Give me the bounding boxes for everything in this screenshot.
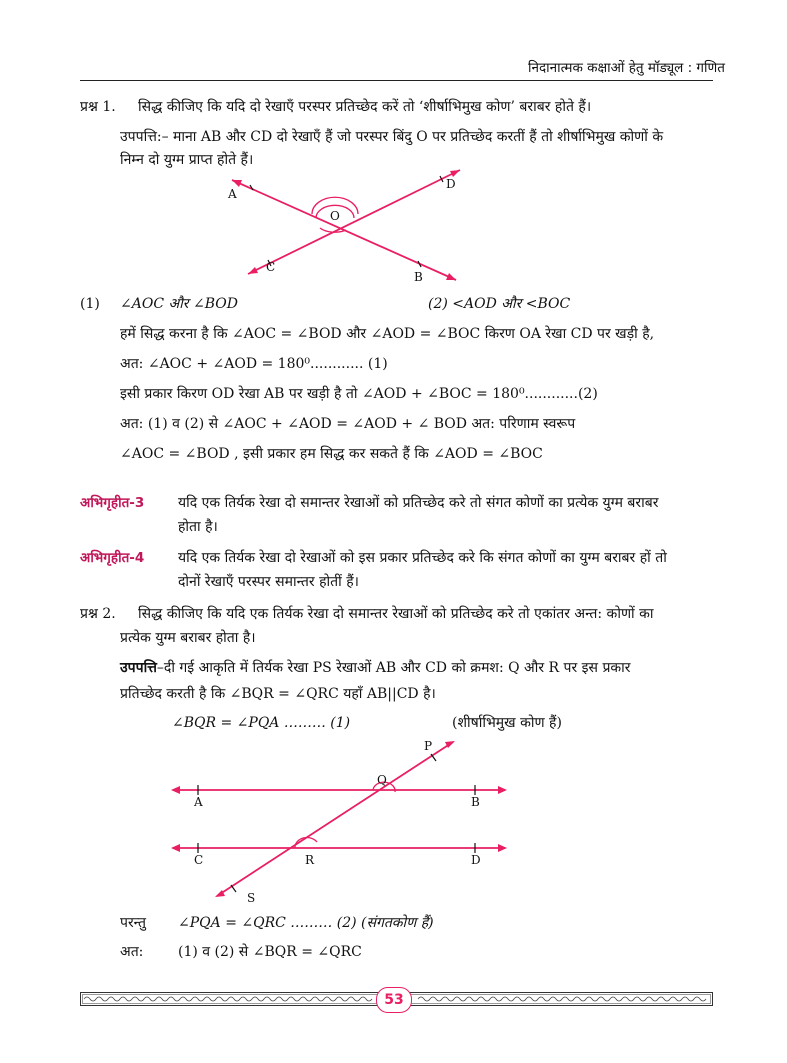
arrowhead-cd-left	[171, 844, 180, 852]
label-q: Q	[377, 773, 387, 787]
proof-heading: उपपत्ति	[120, 660, 157, 676]
equation-2: ∠PQA = ∠QRC ……… (2) (संगतकोण हैं)	[178, 915, 434, 931]
label-b: B	[414, 270, 423, 284]
label-o: O	[330, 209, 340, 223]
arrowhead-b	[446, 273, 456, 280]
equation-1: ∠BQR = ∠PQA ……… (1)	[172, 715, 351, 731]
page-header: निदानात्मक कक्षाओं हेतु मॉड्यूल : गणित	[527, 60, 725, 76]
question-2-proof-line2: प्रतिच्छेद करती है कि ∠BQR = ∠QRC यहाँ AB||CD है।	[120, 686, 436, 702]
label-c: C	[266, 260, 276, 274]
question-1-text: सिद्ध कीजिए कि यदि दो रेखाएँ परस्पर प्रतिच्छेद करें तो ‘शीर्षाभिमुख कोण’ बराबर होते हैं।	[138, 99, 592, 115]
question-1-label: प्रश्न 1.	[80, 99, 116, 115]
postulate-3-line1: यदि एक तिर्यक रेखा दो समान्तर रेखाओं को प्रतिच्छेद करे तो संगत कोणों का प्रत्येक युग्म बराबर	[178, 495, 659, 511]
question-2-line1: सिद्ध कीजिए कि यदि एक तिर्यक रेखा दो समान्तर रेखाओं को प्रतिच्छेद करे तो एकांतर अन्त: कोणों का	[138, 606, 654, 622]
postulate-3-line2: होता है।	[178, 519, 218, 535]
arrowhead-ab-left	[171, 786, 180, 794]
header-rule	[80, 80, 713, 81]
proof-step-1: हमें सिद्ध करना है कि ∠AOC = ∠BOD और ∠AOD = ∠BOC किरण OA रेखा CD पर खड़ी है,	[120, 326, 655, 342]
equation-1-note: (शीर्षाभिमुख कोण हैं)	[452, 715, 562, 731]
postulate-4-label: अभिगृहीत-4	[80, 550, 145, 566]
postulate-4-line2: दोनों रेखाएँ परस्पर समान्तर होतीं हैं।	[178, 574, 359, 590]
pair-number-1: (1)	[80, 296, 100, 312]
question-2-line2: प्रत्येक युग्म बराबर होता है।	[120, 630, 256, 646]
question-2-label: प्रश्न 2.	[80, 606, 116, 622]
arrowhead-a	[232, 180, 242, 187]
hence-label: अत:	[120, 944, 144, 960]
arrowhead-d	[450, 170, 460, 177]
line-cd	[248, 170, 460, 274]
question-2-proof-line1	[120, 658, 631, 678]
intersecting-lines-figure	[220, 168, 470, 290]
proof-step-4: अत: (1) व (2) से ∠AOC + ∠AOD = ∠AOD + ∠ BOD अत: परिणाम स्वरूप	[120, 416, 576, 432]
label-d: D	[471, 853, 481, 867]
label-s: S	[247, 891, 256, 905]
postulate-3-label: अभिगृहीत-3	[80, 495, 145, 511]
angle-pair-1: ∠AOC और ∠BOD	[120, 296, 238, 312]
label-a: A	[228, 187, 237, 201]
label-b: B	[471, 795, 480, 809]
label-r: R	[305, 853, 315, 867]
angle-pair-2: (2) <AOD और <BOC	[428, 296, 571, 312]
page-number: 53	[376, 987, 412, 1013]
but-label: परन्तु	[120, 915, 146, 931]
arrowhead-cd-right	[498, 844, 507, 852]
postulate-4-line1: यदि एक तिर्यक रेखा दो रेखाओं को इस प्रकार प्रतिच्छेद करे कि संगत कोणों का युग्म बराबर हों तो	[178, 550, 667, 566]
proof-step-5: ∠AOC = ∠BOD , इसी प्रकार हम सिद्ध कर सकते हैं कि ∠AOD = ∠BOC	[120, 446, 543, 462]
proof-step-2: अत: ∠AOC + ∠AOD = 180⁰............ (1)	[120, 356, 388, 372]
arrowhead-ab-right	[498, 786, 507, 794]
transversal-ps	[217, 742, 453, 896]
label-c: C	[194, 853, 204, 867]
proof-line1-text: –दी गई आकृति में तिर्यक रेखा PS रेखाओं AB और CD को क्रमश: Q और R पर इस प्रकार	[156, 660, 631, 676]
transversal-figure	[165, 738, 515, 910]
equation-3: (1) व (2) से ∠BQR = ∠QRC	[178, 944, 362, 960]
label-a: A	[194, 795, 203, 809]
question-1-proof-line2: निम्न दो युग्म प्राप्त होते हैं।	[120, 152, 254, 168]
proof-step-3: इसी प्रकार किरण OD रेखा AB पर खड़ी है तो ∠AOD + ∠BOC = 180⁰............(2)	[120, 386, 598, 402]
question-1-proof-line1: उपपत्ति:– माना AB और CD दो रेखाएँ हैं जो परस्पर बिंदु O पर प्रतिच्छेद करतीं हैं तो शीर्षाभिमुख कोणों के	[120, 129, 664, 145]
label-p: P	[424, 739, 433, 753]
arrowhead-c	[248, 267, 258, 274]
label-d: D	[446, 177, 456, 191]
